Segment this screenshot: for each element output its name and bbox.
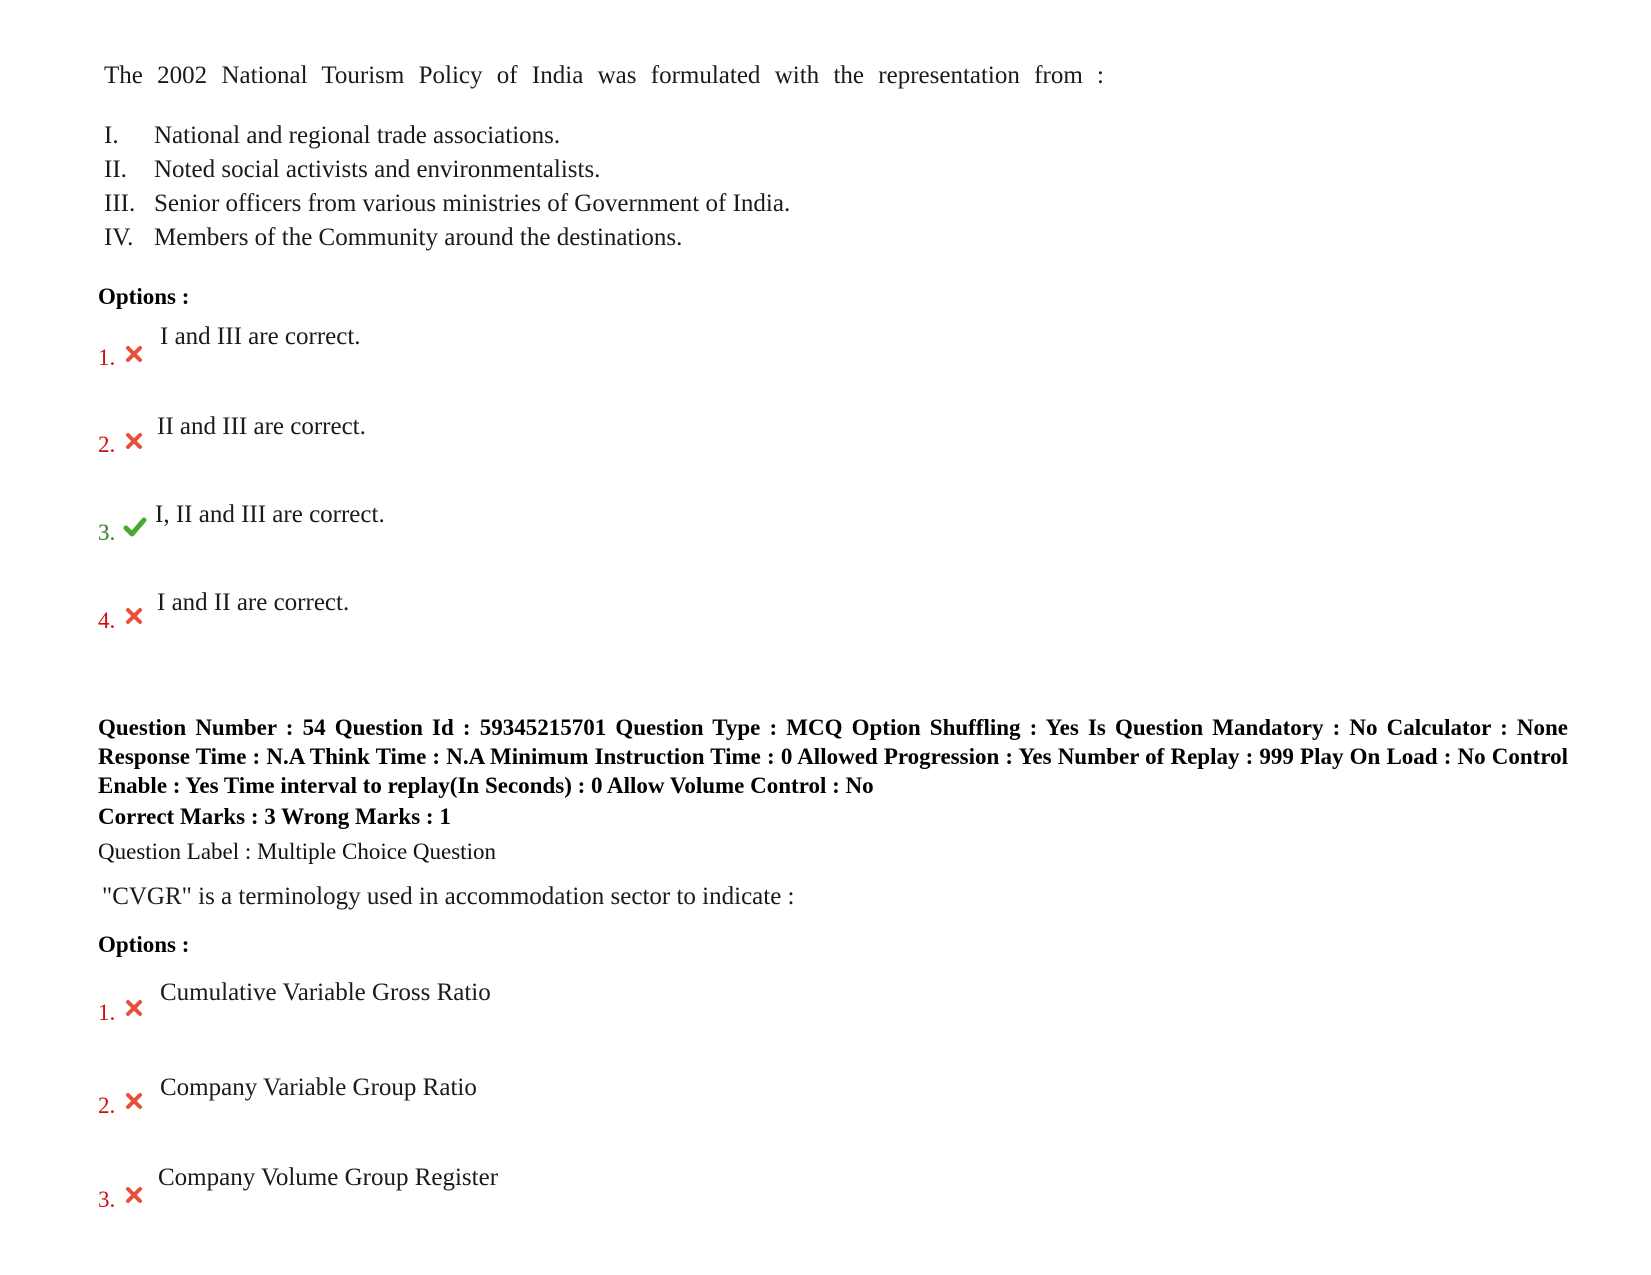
- option-number: 4.: [98, 608, 116, 633]
- statement-item: IV. Members of the Community around the destinations.: [104, 224, 683, 251]
- question-marks: Correct Marks : 3 Wrong Marks : 1: [98, 804, 451, 829]
- option-number: 3.: [98, 520, 116, 545]
- option-number: 3.: [98, 1187, 116, 1212]
- statement-item: II. Noted social activists and environmentalists.: [104, 156, 601, 183]
- options-heading: Options :: [98, 932, 190, 957]
- statement-item: III. Senior officers from various ministries of Government of India.: [104, 190, 791, 217]
- option-text: Company Volume Group Register: [158, 1164, 499, 1191]
- option-text: Cumulative Variable Gross Ratio: [160, 979, 491, 1006]
- statement-item: I. National and regional trade associations.: [104, 122, 561, 149]
- cross-icon: [124, 606, 144, 626]
- option-number: 2.: [98, 432, 116, 457]
- question-text: "CVGR" is a terminology used in accommodation sector to indicate :: [102, 883, 795, 910]
- prev-question-text: The 2002 National Tourism Policy of India was formulated with the representation from :: [104, 62, 1104, 89]
- cross-icon: [124, 1091, 144, 1111]
- option-text: I, II and III are correct.: [155, 501, 385, 528]
- option-text: I and III are correct.: [160, 323, 361, 350]
- cross-icon: [124, 344, 144, 364]
- option-text: II and III are correct.: [157, 413, 366, 440]
- option-number: 2.: [98, 1093, 116, 1118]
- option-number: 1.: [98, 1000, 116, 1025]
- cross-icon: [124, 431, 144, 451]
- question-label: Question Label : Multiple Choice Question: [98, 839, 496, 864]
- option-text: Company Variable Group Ratio: [160, 1074, 477, 1101]
- option-text: I and II are correct.: [157, 589, 350, 616]
- question-meta: Question Number : 54 Question Id : 59345215701 Question Type : MCQ Option Shuffling : Yes Is Question Mandatory : No Calculator : None Response Time : N.A Think Time : N.A Minimum Instruction Time : 0 Allowed Progression : Yes Number of Replay : 999 Play On Load : No Control Enable : Yes Time interval to replay(In Seconds) : 0 Allow Volume Control : No: [98, 715, 1568, 798]
- option-number: 1.: [98, 345, 116, 370]
- check-icon: [123, 516, 147, 538]
- options-heading: Options :: [98, 284, 190, 309]
- cross-icon: [124, 1185, 144, 1205]
- cross-icon: [124, 998, 144, 1018]
